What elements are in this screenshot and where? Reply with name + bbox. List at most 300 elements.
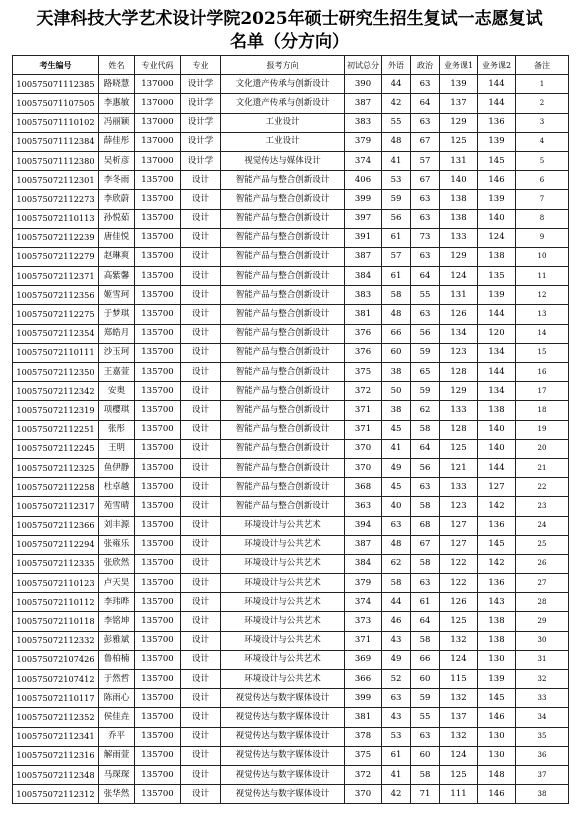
cell-total-score: 397 [345,209,382,228]
cell-direction: 智能产品与整合创新设计 [221,343,345,362]
cell-direction: 智能产品与整合创新设计 [221,190,345,209]
cell-direction: 智能产品与整合创新设计 [221,478,345,497]
cell-major: 设计 [181,574,221,593]
cell-foreign-language: 49 [382,650,411,669]
table-row [13,516,569,535]
cell-foreign-language: 41 [382,439,411,458]
cell-direction: 智能产品与整合创新设计 [221,382,345,401]
cell-foreign-language: 40 [382,497,411,516]
table-row [13,650,569,669]
cell-major: 设计 [181,363,221,382]
cell-subject-2: 142 [478,554,516,573]
cell-subject-2: 146 [478,171,516,190]
cell-total-score: 371 [345,631,382,650]
cell-subject-2: 145 [478,151,516,170]
cell-total-score: 363 [345,497,382,516]
cell-major: 设计 [181,593,221,612]
cell-major-code: 135700 [135,670,181,689]
cell-major-code: 135700 [135,401,181,420]
cell-direction: 环境设计与公共艺术 [221,650,345,669]
cell-remark: 29 [516,612,569,631]
cell-candidate-id: 100575072112341 [13,727,99,746]
cell-major-code: 135700 [135,631,181,650]
cell-candidate-id: 100575072110118 [13,612,99,631]
cell-major-code: 135700 [135,458,181,477]
cell-major: 设计 [181,478,221,497]
cell-direction: 智能产品与整合创新设计 [221,439,345,458]
cell-major: 设计 [181,727,221,746]
cell-candidate-id: 100575072110111 [13,343,99,362]
table-row [13,670,569,689]
cell-direction: 工业设计 [221,113,345,132]
cell-politics: 57 [411,151,440,170]
cell-politics: 63 [411,209,440,228]
cell-name: 卢天昊 [99,574,135,593]
cell-major-code: 135700 [135,535,181,554]
cell-name: 于梦琪 [99,305,135,324]
cell-subject-1: 131 [440,151,478,170]
cell-candidate-id: 100575071107505 [13,94,99,113]
cell-name: 苑雪晴 [99,497,135,516]
cell-name: 张华然 [99,785,135,804]
cell-foreign-language: 44 [382,75,411,94]
cell-remark: 8 [516,209,569,228]
cell-major-code: 135700 [135,171,181,190]
cell-foreign-language: 56 [382,209,411,228]
cell-remark: 36 [516,746,569,765]
cell-remark: 2 [516,94,569,113]
cell-politics: 71 [411,785,440,804]
cell-subject-2: 130 [478,746,516,765]
cell-total-score: 394 [345,516,382,535]
cell-subject-1: 132 [440,631,478,650]
cell-subject-1: 129 [440,247,478,266]
cell-major: 设计学 [181,113,221,132]
cell-total-score: 381 [345,708,382,727]
cell-total-score: 374 [345,151,382,170]
table-row [13,727,569,746]
cell-remark: 25 [516,535,569,554]
cell-foreign-language: 55 [382,113,411,132]
cell-politics: 55 [411,286,440,305]
cell-major-code: 137000 [135,94,181,113]
cell-major: 设计 [181,670,221,689]
cell-direction: 视觉传达与媒体设计 [221,151,345,170]
cell-major-code: 135700 [135,247,181,266]
cell-subject-2: 138 [478,247,516,266]
cell-name: 张欣然 [99,554,135,573]
table-row [13,785,569,804]
cell-remark: 16 [516,363,569,382]
cell-direction: 智能产品与整合创新设计 [221,171,345,190]
cell-politics: 63 [411,478,440,497]
cell-foreign-language: 66 [382,324,411,343]
cell-remark: 33 [516,689,569,708]
cell-remark: 30 [516,631,569,650]
table-row [13,612,569,631]
cell-major-code: 135700 [135,343,181,362]
cell-candidate-id: 100575072112348 [13,765,99,784]
cell-total-score: 378 [345,727,382,746]
cell-foreign-language: 49 [382,458,411,477]
cell-major-code: 135700 [135,554,181,573]
cell-candidate-id: 100575072112275 [13,305,99,324]
cell-foreign-language: 48 [382,132,411,151]
cell-name: 李惠敏 [99,94,135,113]
cell-subject-1: 133 [440,228,478,247]
cell-subject-1: 129 [440,113,478,132]
cell-subject-1: 127 [440,516,478,535]
table-body [13,75,569,804]
cell-subject-1: 139 [440,75,478,94]
cell-politics: 67 [411,171,440,190]
cell-candidate-id: 100575071112385 [13,75,99,94]
cell-major: 设计 [181,286,221,305]
cell-candidate-id: 100575072110117 [13,689,99,708]
cell-subject-1: 125 [440,132,478,151]
document-title [0,8,579,54]
cell-foreign-language: 41 [382,151,411,170]
table-row [13,535,569,554]
cell-politics: 62 [411,401,440,420]
cell-major: 设计 [181,171,221,190]
cell-major: 设计 [181,305,221,324]
cell-subject-1: 125 [440,439,478,458]
cell-total-score: 374 [345,593,382,612]
cell-major-code: 135700 [135,785,181,804]
cell-subject-1: 122 [440,574,478,593]
cell-major-code: 135700 [135,593,181,612]
cell-major: 设计 [181,267,221,286]
cell-foreign-language: 61 [382,228,411,247]
table-row [13,75,569,94]
cell-major: 设计学 [181,151,221,170]
cell-major-code: 135700 [135,267,181,286]
cell-total-score: 375 [345,746,382,765]
cell-remark: 32 [516,670,569,689]
cell-total-score: 370 [345,439,382,458]
cell-total-score: 391 [345,228,382,247]
cell-politics: 67 [411,535,440,554]
cell-subject-2: 136 [478,516,516,535]
table-row [13,132,569,151]
cell-remark: 35 [516,727,569,746]
header-subject-1: 业务课1 [440,56,478,75]
cell-foreign-language: 48 [382,535,411,554]
cell-major-code: 135700 [135,497,181,516]
cell-name: 薛佳彤 [99,132,135,151]
cell-major-code: 135700 [135,324,181,343]
cell-direction: 环境设计与公共艺术 [221,554,345,573]
cell-subject-2: 130 [478,727,516,746]
table-row [13,746,569,765]
cell-major: 设计 [181,401,221,420]
header-subject-2: 业务课2 [478,56,516,75]
cell-candidate-id: 100575072112371 [13,267,99,286]
cell-politics: 63 [411,305,440,324]
header-foreign-language: 外语 [382,56,411,75]
cell-candidate-id: 100575072112332 [13,631,99,650]
cell-politics: 64 [411,439,440,458]
cell-total-score: 376 [345,343,382,362]
cell-foreign-language: 46 [382,612,411,631]
cell-name: 吴析彦 [99,151,135,170]
cell-total-score: 390 [345,75,382,94]
cell-major: 设计学 [181,75,221,94]
cell-direction: 视觉传达与数字媒体设计 [221,727,345,746]
cell-subject-1: 128 [440,420,478,439]
cell-subject-1: 124 [440,650,478,669]
cell-remark: 21 [516,458,569,477]
cell-direction: 智能产品与整合创新设计 [221,363,345,382]
cell-direction: 智能产品与整合创新设计 [221,247,345,266]
table-row [13,286,569,305]
cell-major-code: 135700 [135,286,181,305]
cell-subject-2: 139 [478,190,516,209]
cell-politics: 66 [411,650,440,669]
header-total-score: 初试总分 [345,56,382,75]
cell-subject-1: 132 [440,689,478,708]
cell-subject-1: 138 [440,209,478,228]
cell-major: 设计 [181,382,221,401]
cell-candidate-id: 100575072112317 [13,497,99,516]
cell-name: 鲁柏楠 [99,650,135,669]
cell-foreign-language: 53 [382,171,411,190]
cell-subject-1: 127 [440,535,478,554]
cell-name: 沙玉珂 [99,343,135,362]
cell-major-code: 135700 [135,650,181,669]
cell-politics: 58 [411,765,440,784]
cell-subject-2: 139 [478,670,516,689]
cell-candidate-id: 100575072112319 [13,401,99,420]
cell-candidate-id: 100575072112273 [13,190,99,209]
cell-name: 陈雨心 [99,689,135,708]
cell-candidate-id: 100575072112245 [13,439,99,458]
cell-subject-1: 128 [440,363,478,382]
cell-major-code: 135700 [135,708,181,727]
cell-politics: 59 [411,343,440,362]
table-row [13,593,569,612]
cell-remark: 10 [516,247,569,266]
cell-major-code: 137000 [135,132,181,151]
cell-major: 设计 [181,612,221,631]
cell-direction: 环境设计与公共艺术 [221,516,345,535]
cell-total-score: 371 [345,420,382,439]
cell-foreign-language: 60 [382,343,411,362]
cell-subject-2: 145 [478,535,516,554]
cell-candidate-id: 100575072110112 [13,593,99,612]
cell-candidate-id: 100575071110102 [13,113,99,132]
cell-major-code: 135700 [135,689,181,708]
cell-candidate-id: 100575072112366 [13,516,99,535]
cell-candidate-id: 100575072112356 [13,286,99,305]
cell-subject-2: 130 [478,650,516,669]
cell-direction: 环境设计与公共艺术 [221,670,345,689]
cell-subject-2: 142 [478,497,516,516]
cell-remark: 3 [516,113,569,132]
header-direction: 报考方向 [221,56,345,75]
cell-total-score: 384 [345,267,382,286]
cell-remark: 9 [516,228,569,247]
cell-candidate-id: 100575072112325 [13,458,99,477]
cell-major-code: 137000 [135,75,181,94]
cell-major-code: 135700 [135,305,181,324]
cell-subject-2: 138 [478,631,516,650]
cell-direction: 智能产品与整合创新设计 [221,305,345,324]
cell-major: 设计 [181,689,221,708]
cell-candidate-id: 100575072112301 [13,171,99,190]
cell-subject-2: 127 [478,478,516,497]
cell-politics: 64 [411,267,440,286]
cell-subject-1: 132 [440,727,478,746]
cell-name: 王嘉萱 [99,363,135,382]
cell-politics: 58 [411,497,440,516]
cell-subject-1: 137 [440,708,478,727]
header-politics: 政治 [411,56,440,75]
cell-major: 设计 [181,324,221,343]
cell-direction: 文化遗产传承与创新设计 [221,94,345,113]
cell-remark: 38 [516,785,569,804]
cell-subject-1: 125 [440,612,478,631]
cell-candidate-id: 100575071112380 [13,151,99,170]
cell-politics: 65 [411,363,440,382]
cell-foreign-language: 61 [382,746,411,765]
cell-major-code: 135700 [135,382,181,401]
table-header-row [13,56,569,75]
cell-subject-2: 144 [478,458,516,477]
cell-name: 王明 [99,439,135,458]
cell-total-score: 379 [345,132,382,151]
cell-total-score: 370 [345,785,382,804]
cell-name: 项樱琪 [99,401,135,420]
cell-total-score: 372 [345,765,382,784]
header-major-code: 专业代码 [135,56,181,75]
cell-remark: 17 [516,382,569,401]
cell-subject-2: 146 [478,785,516,804]
cell-remark: 12 [516,286,569,305]
cell-politics: 63 [411,75,440,94]
cell-foreign-language: 44 [382,593,411,612]
cell-subject-2: 139 [478,286,516,305]
cell-remark: 22 [516,478,569,497]
cell-politics: 59 [411,689,440,708]
cell-subject-1: 131 [440,286,478,305]
cell-politics: 63 [411,727,440,746]
cell-major-code: 137000 [135,151,181,170]
cell-total-score: 387 [345,94,382,113]
cell-foreign-language: 45 [382,478,411,497]
cell-foreign-language: 57 [382,247,411,266]
cell-politics: 64 [411,94,440,113]
cell-subject-2: 140 [478,209,516,228]
cell-foreign-language: 45 [382,420,411,439]
cell-foreign-language: 53 [382,727,411,746]
cell-politics: 61 [411,593,440,612]
cell-foreign-language: 63 [382,689,411,708]
cell-subject-1: 138 [440,190,478,209]
cell-candidate-id: 100575072112342 [13,382,99,401]
cell-subject-1: 126 [440,593,478,612]
cell-foreign-language: 58 [382,574,411,593]
cell-subject-1: 111 [440,785,478,804]
cell-direction: 智能产品与整合创新设计 [221,267,345,286]
cell-major: 设计 [181,190,221,209]
cell-major: 设计 [181,631,221,650]
cell-politics: 67 [411,132,440,151]
cell-direction: 智能产品与整合创新设计 [221,324,345,343]
table-row [13,209,569,228]
cell-remark: 1 [516,75,569,94]
table-row [13,497,569,516]
cell-major: 设计 [181,535,221,554]
title-line-1: 天津科技大学艺术设计学院2025年硕士研究生招生复试一志愿复试 [36,9,543,29]
cell-major: 设计 [181,420,221,439]
cell-direction: 智能产品与整合创新设计 [221,401,345,420]
cell-direction: 智能产品与整合创新设计 [221,209,345,228]
table-row [13,382,569,401]
cell-major: 设计 [181,209,221,228]
cell-name: 杜卓越 [99,478,135,497]
cell-candidate-id: 100575072107412 [13,670,99,689]
cell-politics: 58 [411,631,440,650]
cell-major: 设计 [181,746,221,765]
cell-politics: 58 [411,554,440,573]
cell-total-score: 375 [345,363,382,382]
header-candidate-id: 考生编号 [13,56,99,75]
cell-subject-2: 136 [478,113,516,132]
cell-subject-2: 148 [478,765,516,784]
cell-subject-2: 146 [478,708,516,727]
cell-subject-1: 133 [440,401,478,420]
table-row [13,420,569,439]
cell-remark: 20 [516,439,569,458]
cell-subject-2: 144 [478,94,516,113]
cell-remark: 26 [516,554,569,573]
cell-major: 设计 [181,785,221,804]
cell-subject-2: 140 [478,420,516,439]
cell-subject-2: 135 [478,267,516,286]
cell-total-score: 366 [345,670,382,689]
table-row [13,228,569,247]
cell-subject-2: 139 [478,132,516,151]
cell-total-score: 406 [345,171,382,190]
cell-candidate-id: 100575072112294 [13,535,99,554]
cell-name: 李玮晔 [99,593,135,612]
cell-remark: 15 [516,343,569,362]
cell-candidate-id: 100575072110123 [13,574,99,593]
cell-politics: 63 [411,190,440,209]
cell-foreign-language: 41 [382,765,411,784]
cell-direction: 工业设计 [221,132,345,151]
cell-major: 设计 [181,708,221,727]
cell-subject-2: 120 [478,324,516,343]
cell-major: 设计学 [181,132,221,151]
table-row [13,363,569,382]
cell-major-code: 135700 [135,439,181,458]
cell-total-score: 399 [345,190,382,209]
cell-politics: 60 [411,746,440,765]
cell-subject-2: 136 [478,574,516,593]
cell-subject-1: 137 [440,94,478,113]
cell-remark: 23 [516,497,569,516]
cell-direction: 环境设计与公共艺术 [221,631,345,650]
cell-name: 赵琳爽 [99,247,135,266]
table-row [13,247,569,266]
cell-name: 郑皓月 [99,324,135,343]
table-row [13,574,569,593]
admission-list-table [12,55,569,804]
cell-foreign-language: 42 [382,94,411,113]
